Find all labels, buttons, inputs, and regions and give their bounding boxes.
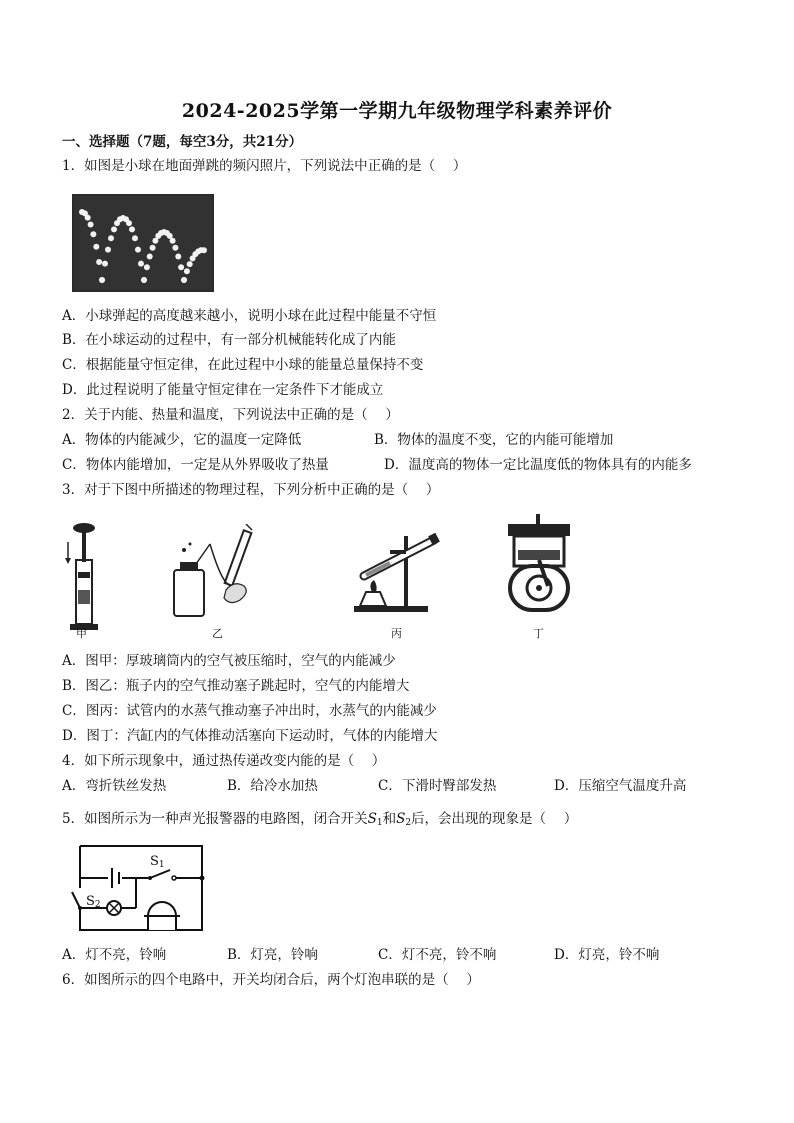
ball-image: [144, 264, 150, 270]
section-heading: 一、选择题（7题，每空3分，共21分）: [62, 134, 303, 150]
switch-s1-label: $S_1$: [150, 854, 165, 870]
alarm-circuit-diagram: [64, 840, 212, 940]
q4-option-d: D．压缩空气温度升高: [554, 778, 687, 794]
q1-option-c: C．根据能量守恒定律，在此过程中小球的能量总量保持不变: [62, 357, 424, 373]
ball-image: [102, 261, 108, 267]
q4-option-c: C．下滑时臀部发热: [378, 778, 497, 794]
ball-image: [178, 264, 184, 270]
q2-option-c: C．物体内能增加，一定是从外界吸收了热量: [62, 457, 329, 473]
figure-bing-test-tube-heating: [350, 530, 442, 620]
q3-option-c: C．图丙：试管内的水蒸气推动塞子冲出时，水蒸气的内能减少: [62, 703, 437, 719]
ball-image: [111, 226, 117, 232]
q5-option-b: B．灯亮，铃响: [227, 947, 318, 963]
switch-s2-label: $S_2$: [86, 894, 101, 910]
q3-option-a: A．图甲：厚玻璃筒内的空气被压缩时，空气的内能减少: [62, 653, 396, 669]
exam-title: 2024-2025学第一学期九年级物理学科素养评价: [181, 100, 613, 122]
figure-yi-bottle-pump: [166, 524, 266, 624]
ball-image: [187, 261, 193, 267]
ball-image: [126, 220, 132, 226]
q4-option-b: B．给冷水加热: [227, 778, 318, 794]
ball-image: [201, 247, 207, 253]
ball-image: [99, 277, 105, 283]
ball-image: [132, 235, 138, 241]
q2-option-a: A．物体的内能减少，它的温度一定降低: [62, 432, 302, 448]
q5-option-c: C．灯不亮，铃不响: [378, 947, 497, 963]
ball-image: [105, 247, 111, 253]
ball-image: [138, 261, 144, 267]
ball-image: [96, 259, 102, 265]
ball-image: [172, 245, 178, 251]
q5-option-d: D．灯亮，铃不响: [554, 947, 660, 963]
bouncing-ball-photo: [72, 194, 214, 296]
q1-option-b: B．在小球运动的过程中，有一部分机械能转化成了内能: [62, 332, 396, 348]
q3-stem: 3．对于下图中所描述的物理过程，下列分析中正确的是（ ）: [62, 482, 440, 498]
ball-image: [85, 215, 91, 221]
ball-image: [147, 254, 153, 260]
ball-image: [93, 244, 99, 250]
q3-option-b: B．图乙：瓶子内的空气推动塞子跳起时，空气的内能增大: [62, 678, 410, 694]
q2-option-b: B．物体的温度不变，它的内能可能增加: [374, 432, 614, 448]
ball-image: [181, 277, 187, 283]
q1-option-d: D．此过程说明了能量守恒定律在一定条件下才能成立: [62, 382, 384, 398]
ball-image: [129, 226, 135, 232]
q5-option-a: A．灯不亮，铃响: [62, 947, 167, 963]
q1-stem: 1．如图是小球在地面弹跳的频闪照片，下列说法中正确的是（ ）: [62, 158, 467, 174]
q2-option-d: D．温度高的物体一定比温度低的物体具有的内能多: [384, 457, 692, 473]
ball-image: [175, 254, 181, 260]
figure-label-yi: 乙: [212, 627, 223, 640]
q4-stem: 4．如下所示现象中，通过热传递改变内能的是（ ）: [62, 753, 386, 769]
ball-image: [135, 247, 141, 253]
q4-option-a: A．弯折铁丝发热: [62, 778, 167, 794]
q5-stem: 5．如图所示为一种声光报警器的电路图，闭合开关$S_1$和$S_2$后，会出现的现象是（ ）: [62, 811, 578, 828]
ball-image: [88, 222, 94, 228]
ball-image: [108, 235, 114, 241]
ball-image: [141, 277, 147, 283]
q3-option-d: D．图丁：汽缸内的气体推动活塞向下运动时，气体的内能增大: [62, 728, 438, 744]
figure-label-jia: 甲: [76, 627, 87, 640]
q6-stem: 6．如图所示的四个电路中，开关均闭合后，两个灯泡串联的是（ ）: [62, 972, 480, 988]
q1-option-a: A．小球弹起的高度越来越小，说明小球在此过程中能量不守恒: [62, 308, 437, 324]
ball-image: [170, 238, 176, 244]
ball-image: [184, 268, 190, 274]
figure-label-bing: 丙: [391, 627, 402, 640]
figure-label-ding: 丁: [533, 627, 544, 640]
figure-ding-engine-cylinder: [502, 514, 576, 618]
ball-image: [150, 245, 156, 251]
q2-stem: 2．关于内能、热量和温度，下列说法中正确的是（ ）: [62, 407, 399, 423]
ball-image: [90, 231, 96, 237]
